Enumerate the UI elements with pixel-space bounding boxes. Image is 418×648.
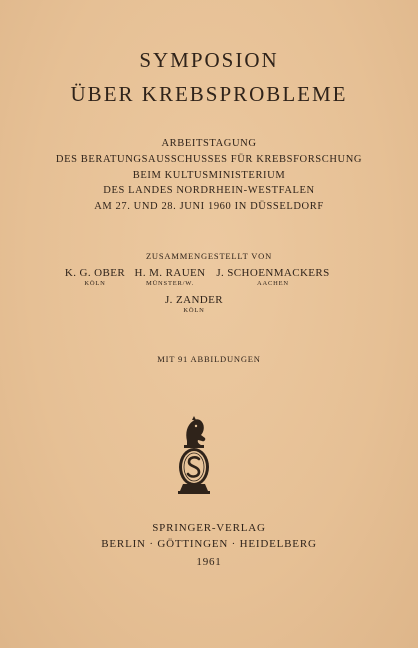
- editor-ober: [52, 267, 138, 287]
- editor-city: MÜNSTER/W.: [145, 280, 195, 287]
- springer-chess-knight-logo-icon: [171, 415, 217, 497]
- editor-name: H. M. RAUEN: [134, 267, 206, 279]
- editor-name: J. SCHOENMACKERS: [216, 267, 330, 279]
- publisher-cities: BERLIN · GÖTTINGEN · HEIDELBERG: [101, 538, 317, 550]
- subtitle-line-5: AM 27. UND 28. JUNI 1960 IN DÜSSELDORF: [94, 201, 324, 212]
- publication-year: 1961: [196, 556, 222, 568]
- publisher-name: SPRINGER-VERLAG: [152, 522, 266, 534]
- editor-city: KÖLN: [84, 280, 106, 287]
- subtitle-line-4: DES LANDES NORDRHEIN-WESTFALEN: [103, 185, 315, 196]
- editor-name: J. ZANDER: [165, 294, 223, 306]
- editor-city: KÖLN: [183, 307, 205, 314]
- subtitle-line-1: ARBEITSTAGUNG: [161, 138, 257, 149]
- compiled-by-label: ZUSAMMENGESTELLT VON: [145, 251, 273, 261]
- subtitle-line-3: BEIM KULTUSMINISTERIUM: [132, 170, 286, 181]
- editor-rauen: [128, 267, 212, 287]
- title-line-2: ÜBER KREBSPROBLEME: [70, 82, 348, 106]
- editor-city: AACHEN: [257, 280, 289, 287]
- editor-schoenmackers: [213, 267, 333, 287]
- illustrations-note: MIT 91 ABBILDUNGEN: [157, 354, 261, 364]
- subtitle-line-2: DES BERATUNGSAUSSCHUSSES FÜR KREBSFORSCHUNG: [55, 154, 363, 165]
- title-line-1: SYMPOSION: [139, 48, 279, 72]
- editor-name: K. G. OBER: [64, 267, 126, 279]
- editor-zander: [149, 294, 239, 314]
